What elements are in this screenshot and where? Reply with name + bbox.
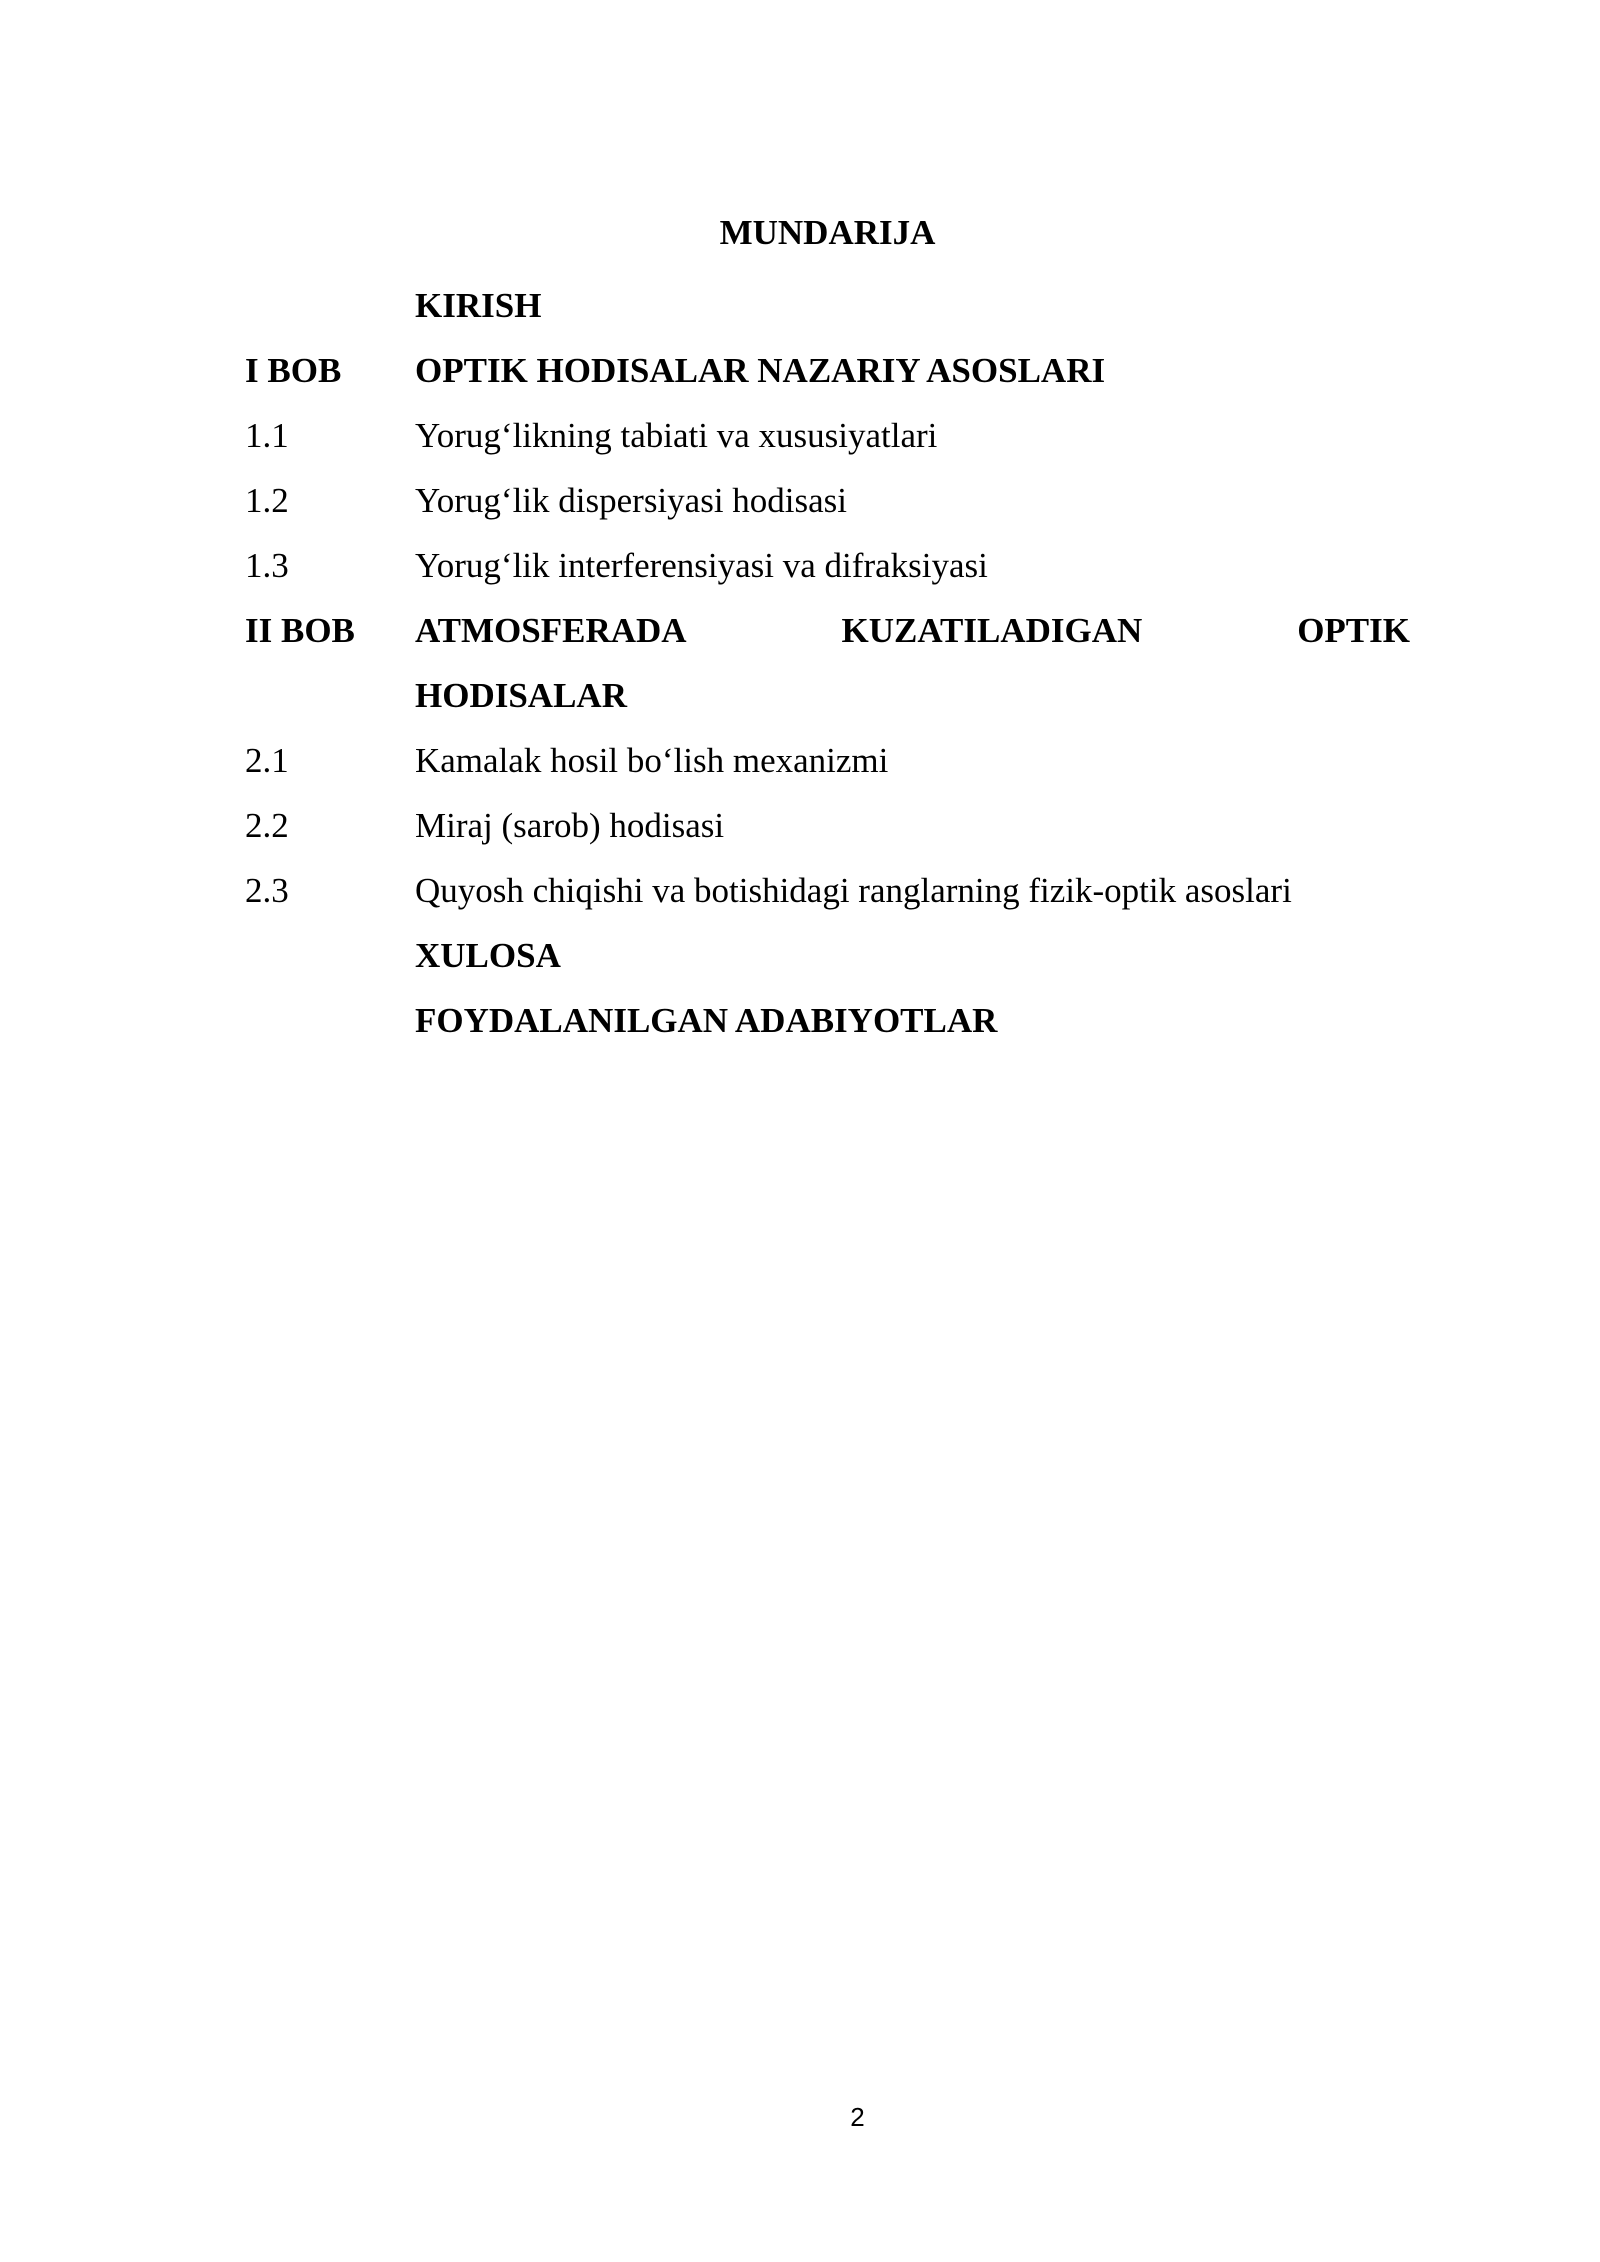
toc-entry-references[interactable]: [245, 988, 1410, 1053]
toc-entry-1-2[interactable]: [245, 468, 1410, 533]
toc-entry-text: Kamalak hosil bo‘lish mexanizmi: [415, 741, 889, 780]
toc-entry-1-3[interactable]: [245, 533, 1410, 598]
toc-entry-text-line-2: HODISALAR: [415, 676, 627, 715]
toc-entry-text: Quyosh chiqishi va botishidagi ranglarning fizik-optik asoslari: [415, 871, 1292, 910]
toc-entry-number: 2.1: [245, 741, 289, 780]
toc-entry-chapter-2[interactable]: [245, 598, 1410, 728]
toc-entry-number: 1.1: [245, 416, 289, 455]
toc-entry-text: KIRISH: [415, 286, 542, 325]
table-of-contents: [245, 273, 1410, 1053]
toc-entry-number: 2.2: [245, 806, 289, 845]
toc-entry-text: Yorug‘lik dispersiyasi hodisasi: [415, 481, 848, 520]
toc-entry-text: Yorug‘likning tabiati va xususiyatlari: [415, 416, 938, 455]
toc-entry-text: Yorug‘lik interferensiyasi va difraksiyasi: [415, 546, 988, 585]
toc-entry-number: 1.2: [245, 481, 289, 520]
toc-entry-xulosa[interactable]: [245, 923, 1410, 988]
toc-entry-text: [415, 598, 1410, 728]
toc-entry-chapter-1[interactable]: [245, 338, 1410, 403]
toc-entry-2-1[interactable]: [245, 728, 1410, 793]
toc-entry-number: I BOB: [245, 351, 342, 390]
toc-entry-number: II BOB: [245, 611, 355, 650]
toc-entry-text: OPTIK HODISALAR NAZARIY ASOSLARI: [415, 351, 1106, 390]
toc-word: OPTIK: [1297, 611, 1410, 650]
toc-entry-text: XULOSA: [415, 936, 561, 975]
toc-entry-number: 1.3: [245, 546, 289, 585]
toc-entry-text-line-1: [415, 598, 1410, 663]
toc-entry-2-2[interactable]: [245, 793, 1410, 858]
page-number: 2: [850, 2102, 865, 2132]
toc-entry-2-3[interactable]: [245, 858, 1410, 923]
toc-title: MUNDARIJA: [719, 213, 936, 252]
toc-entry-number: 2.3: [245, 871, 289, 910]
toc-entry-kirish[interactable]: [245, 273, 1410, 338]
toc-entry-1-1[interactable]: [245, 403, 1410, 468]
toc-word: ATMOSFERADA: [415, 611, 687, 650]
toc-entry-text: FOYDALANILGAN ADABIYOTLAR: [415, 1001, 998, 1040]
toc-word: KUZATILADIGAN: [841, 611, 1143, 650]
toc-entry-text: Miraj (sarob) hodisasi: [415, 806, 725, 845]
